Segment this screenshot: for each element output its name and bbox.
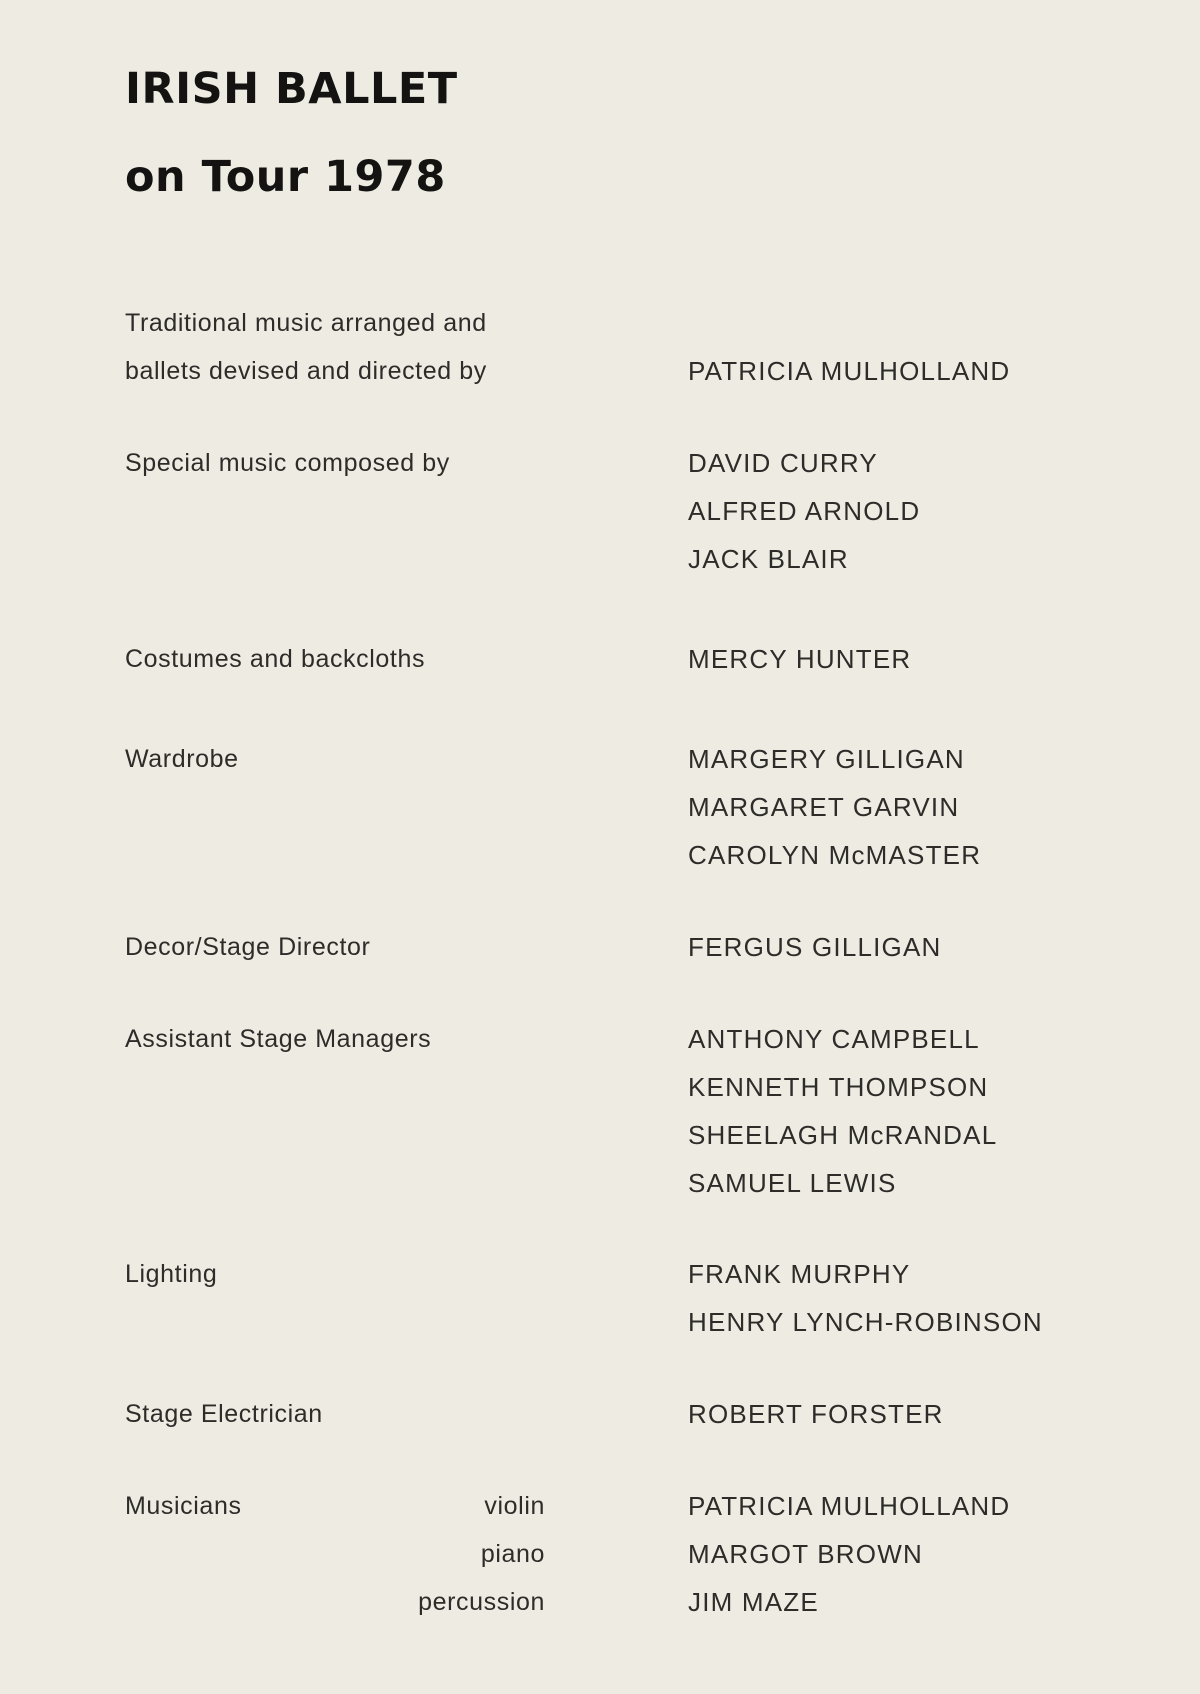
page-title: IRISH BALLET (125, 64, 458, 114)
credit-name: ROBERT FORSTER (688, 1399, 944, 1429)
instrument-violin: violin (484, 1492, 545, 1520)
credit-name: ANTHONY CAMPBELL (688, 1024, 980, 1054)
credit-names-costumes (688, 635, 911, 683)
credit-name: MARGARET GARVIN (688, 792, 960, 822)
musician-instruments (418, 1482, 545, 1626)
credit-label-wardrobe: Wardrobe (125, 745, 239, 773)
credit-label-director: Traditional music arranged and ballets devised and directed by (125, 309, 487, 385)
credit-name: CAROLYN McMASTER (688, 840, 982, 870)
credit-name: HENRY LYNCH-ROBINSON (688, 1307, 1043, 1337)
credit-label-musicians: Musicians (125, 1492, 242, 1520)
credit-name: SAMUEL LEWIS (688, 1168, 897, 1198)
credit-names-composers (688, 439, 920, 583)
credit-name: KENNETH THOMPSON (688, 1072, 989, 1102)
credit-label-costumes: Costumes and backcloths (125, 645, 426, 673)
credit-names-decor (688, 923, 942, 971)
credit-label-composers: Special music composed by (125, 449, 450, 477)
credit-name: MARGERY GILLIGAN (688, 744, 965, 774)
page-subtitle: on Tour 1978 (125, 152, 446, 202)
credit-name: DAVID CURRY (688, 448, 878, 478)
credit-name: JIM MAZE (688, 1587, 819, 1617)
credit-name: PATRICIA MULHOLLAND (688, 1491, 1011, 1521)
credit-names-stage-managers (688, 1015, 997, 1207)
credit-label-stage-managers: Assistant Stage Managers (125, 1025, 432, 1053)
credit-names-wardrobe (688, 735, 981, 879)
credit-name: MARGOT BROWN (688, 1539, 923, 1569)
credit-names-musicians (688, 1482, 1010, 1626)
credit-name: MERCY HUNTER (688, 644, 912, 674)
credit-label-decor: Decor/Stage Director (125, 933, 371, 961)
credit-name: FERGUS GILLIGAN (688, 932, 942, 962)
credit-label-lighting: Lighting (125, 1260, 218, 1288)
instrument-piano: piano (480, 1540, 545, 1568)
credit-names-director (688, 347, 1010, 395)
credit-name: ALFRED ARNOLD (688, 496, 921, 526)
credit-name: FRANK MURPHY (688, 1259, 911, 1289)
credit-label-electrician: Stage Electrician (125, 1400, 323, 1428)
credit-names-lighting (688, 1250, 1043, 1346)
credit-name: SHEELAGH McRANDAL (688, 1120, 998, 1150)
credit-name: PATRICIA MULHOLLAND (688, 356, 1011, 386)
credit-name: JACK BLAIR (688, 544, 849, 574)
instrument-percussion: percussion (418, 1588, 545, 1616)
credit-names-electrician (688, 1390, 944, 1438)
